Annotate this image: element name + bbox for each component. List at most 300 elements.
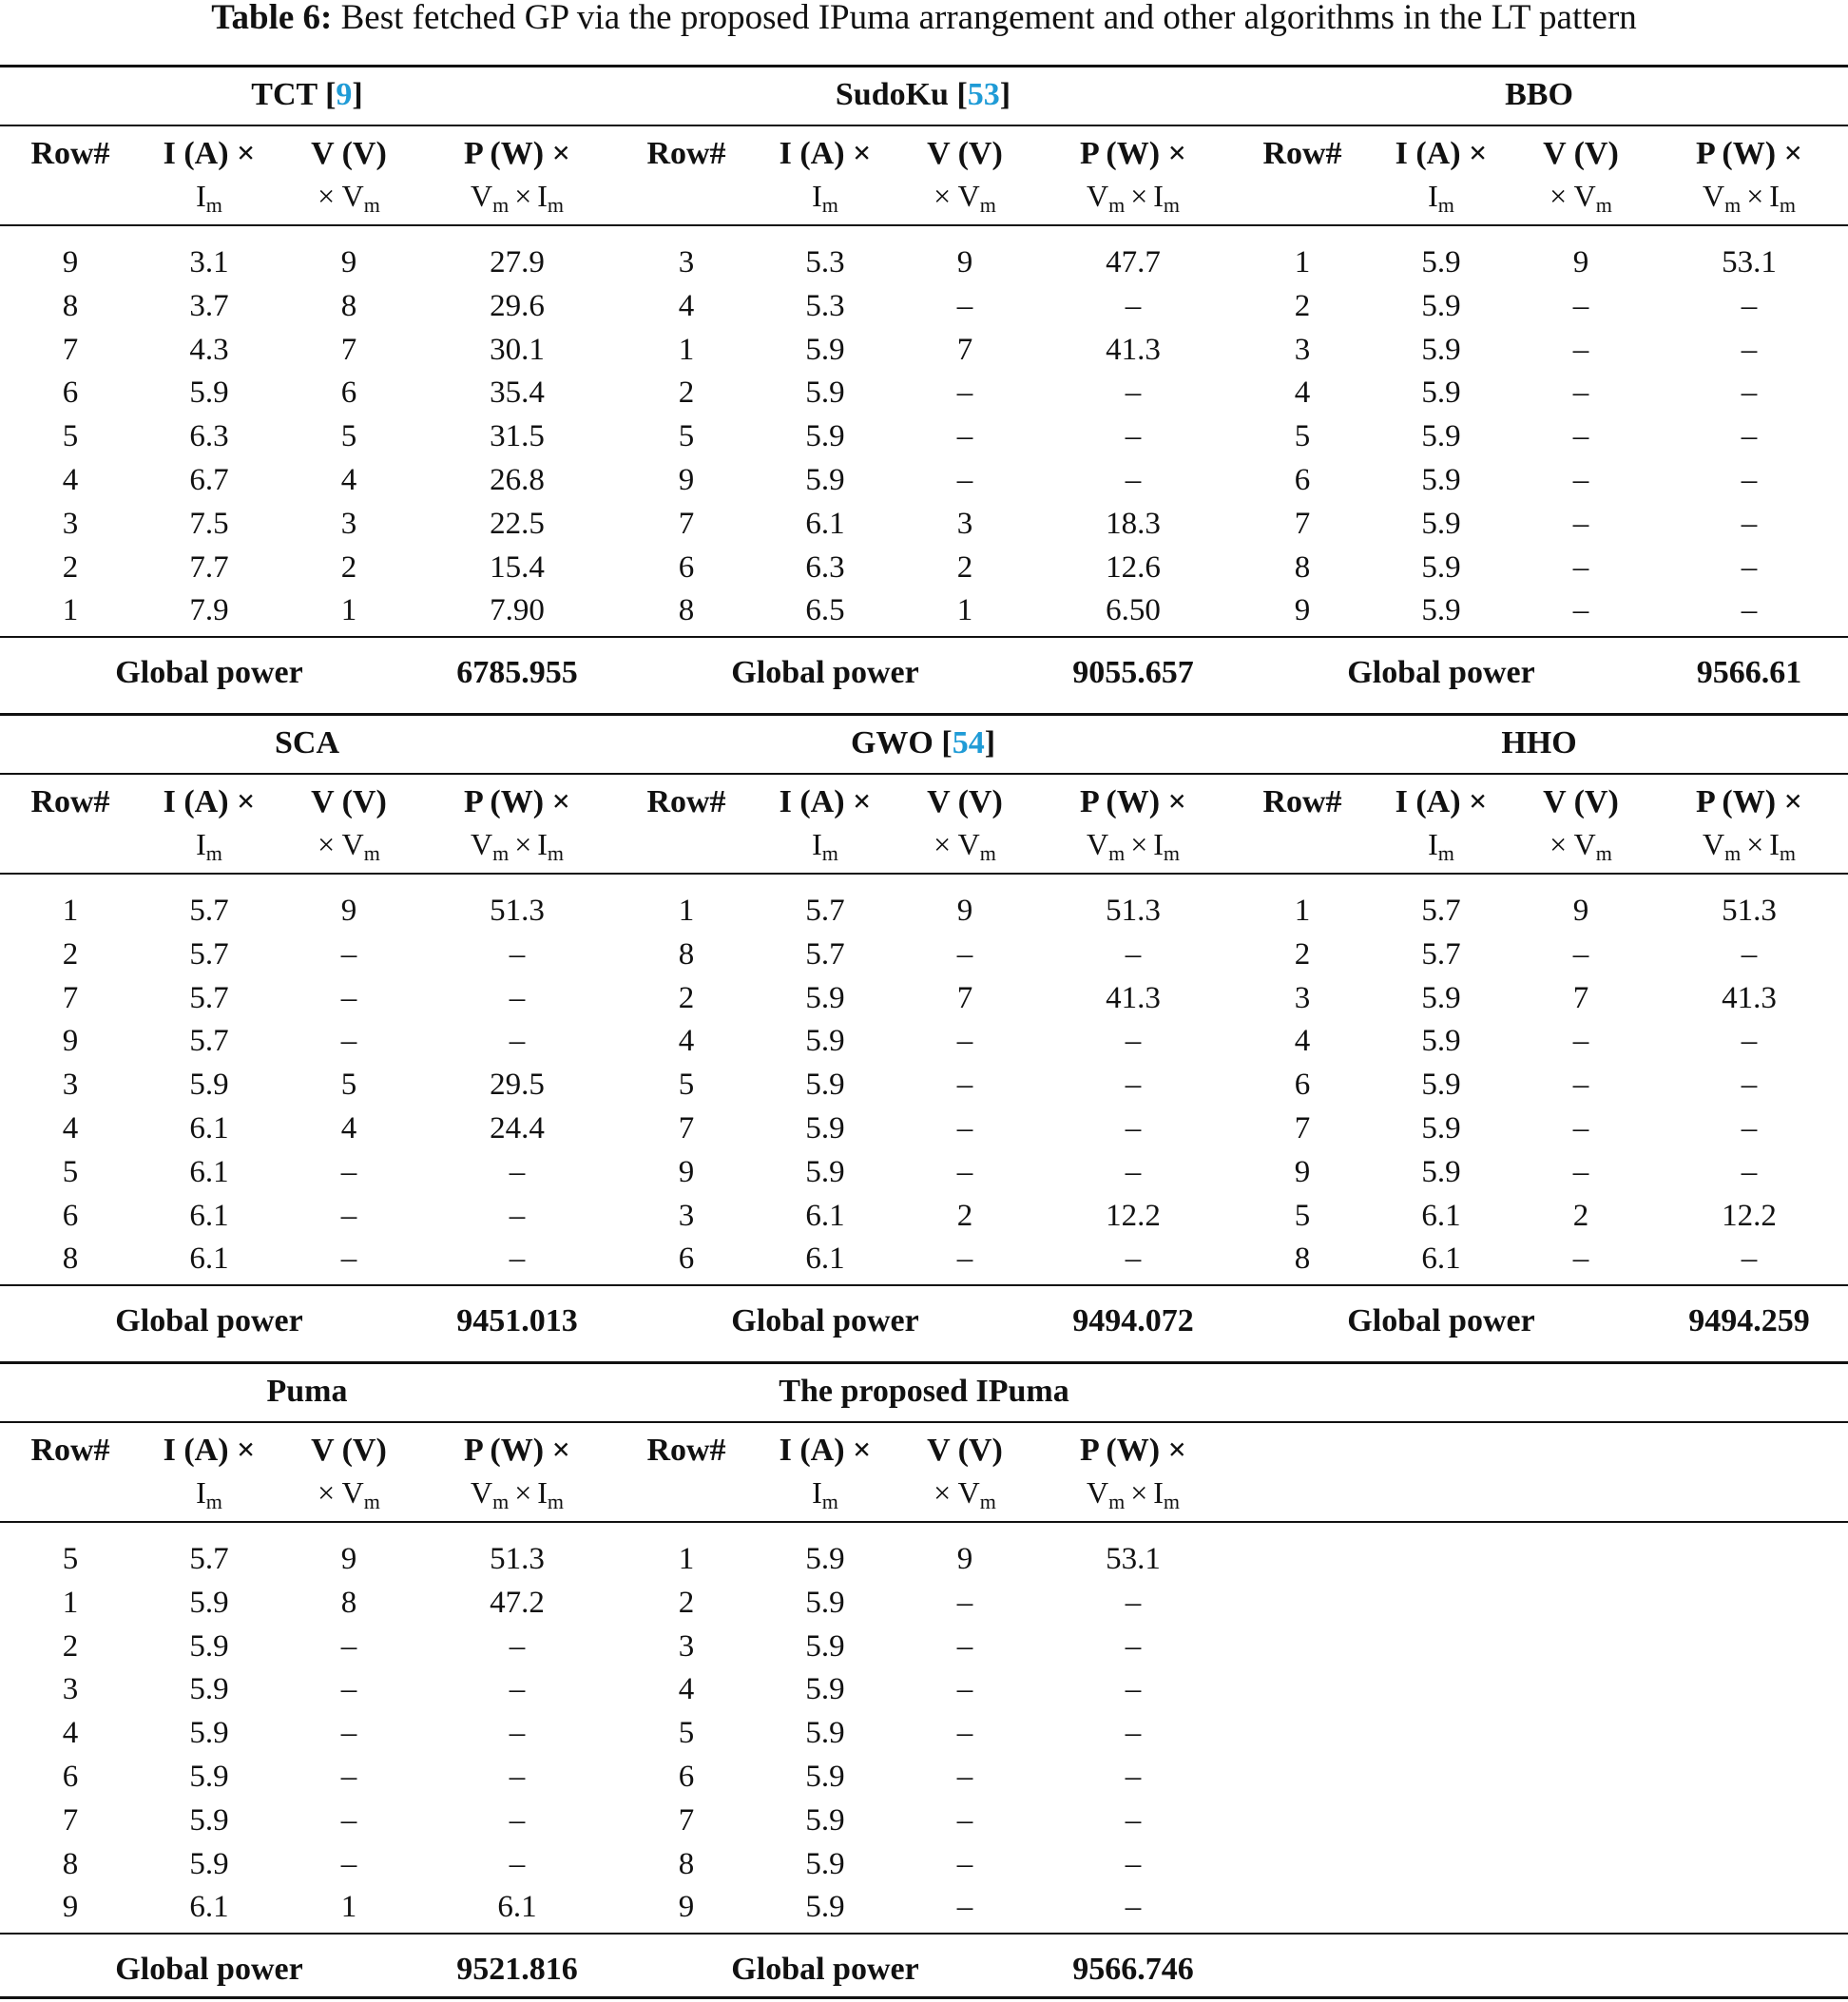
unit-subscript: m	[547, 193, 565, 217]
table-cell: –	[956, 1628, 973, 1664]
table-cell: 18.3	[1106, 506, 1161, 541]
table-cell: 7.7	[189, 549, 229, 585]
table-cell: –	[1741, 419, 1758, 454]
table-cell: –	[956, 1672, 973, 1707]
table-cell: 3	[340, 506, 357, 541]
unit-symbol: × V	[1550, 179, 1596, 213]
times-symbol: ×	[1746, 827, 1764, 861]
table-cell: 7	[678, 1111, 695, 1145]
table-cell: 8	[1294, 549, 1311, 585]
group-title	[616, 1374, 1232, 1410]
unit-subscript: m	[821, 841, 838, 865]
global-power-value: 9521.816	[456, 1952, 578, 1987]
table-cell: –	[1572, 375, 1589, 411]
group-rule	[0, 125, 1848, 126]
group-title	[79, 725, 535, 761]
times-symbol: ×	[514, 179, 532, 213]
header-power-unit	[1654, 179, 1844, 218]
table-cell: 8	[62, 1242, 79, 1277]
table-cell: 7	[62, 980, 79, 1015]
table-cell: 3	[678, 1628, 695, 1664]
unit-symbol: I	[196, 827, 206, 861]
table-cell: 7	[340, 332, 357, 367]
header-voltage-unit	[870, 827, 1060, 866]
table-cell: –	[340, 1716, 357, 1751]
citation-link[interactable]: 54	[952, 725, 985, 760]
table-cell: 5	[62, 1542, 79, 1576]
data-end-rule	[0, 636, 1848, 638]
cite-bracket-open: [	[948, 77, 968, 112]
table-cell: 6	[1294, 1068, 1311, 1103]
header-current: I (A) ×	[163, 784, 256, 819]
cite-bracket-close: ]	[352, 77, 363, 112]
table-cell: 9	[678, 463, 695, 497]
table-cell: 5.9	[1421, 245, 1461, 279]
table-cell: –	[509, 1628, 526, 1664]
unit-subscript: m	[821, 193, 838, 217]
table-cell: 5.9	[805, 419, 845, 454]
table-cell: –	[1741, 1024, 1758, 1059]
table-cell: 3	[678, 1198, 695, 1233]
unit-symbol: × V	[318, 1475, 364, 1510]
table-cell: 6.1	[805, 1198, 845, 1233]
unit-symbol: I	[1153, 827, 1164, 861]
table-cell: –	[956, 1154, 973, 1189]
table-cell: 5.9	[1421, 593, 1461, 628]
table-cell: 5.9	[805, 1111, 845, 1145]
header-rule	[0, 1521, 1848, 1523]
header-power: P (W) ×	[1080, 1433, 1186, 1468]
table-cell: 1	[340, 1890, 357, 1925]
table-cell: 7.5	[189, 506, 229, 541]
table-cell: 9	[62, 1890, 79, 1925]
table-cell: 26.8	[490, 463, 545, 497]
table-cell: 3.1	[189, 245, 229, 279]
unit-symbol: V	[470, 179, 493, 213]
table-cell: 4	[62, 1716, 79, 1751]
table-cell: –	[1125, 1716, 1142, 1751]
table-cell: 5.9	[805, 1672, 845, 1707]
table-cell: 4	[62, 1111, 79, 1145]
table-cell: 5.9	[805, 1068, 845, 1103]
header-power: P (W) ×	[1696, 784, 1802, 819]
table-cell: 7	[956, 332, 973, 367]
table-cell: 4	[678, 1672, 695, 1707]
table-cell: –	[1741, 1068, 1758, 1103]
unit-subscript: m	[492, 841, 510, 865]
header-power-unit	[422, 179, 612, 218]
table-cell: 15.4	[490, 549, 545, 585]
table-cell: –	[1125, 1846, 1142, 1881]
table-cell: –	[1741, 1242, 1758, 1277]
table-cell: 5.9	[805, 463, 845, 497]
table-cell: 6.1	[805, 1242, 845, 1277]
table-cell: 5.9	[805, 1760, 845, 1794]
unit-symbol: I	[1769, 179, 1780, 213]
header-current: I (A) ×	[779, 136, 872, 171]
table-cell: 9	[678, 1154, 695, 1189]
unit-subscript: m	[1163, 1490, 1181, 1513]
table-cell: 3	[1294, 980, 1311, 1015]
table-cell: –	[509, 936, 526, 972]
table-cell: 4.3	[189, 332, 229, 367]
unit-symbol: I	[537, 827, 548, 861]
header-row-number: Row#	[30, 1433, 110, 1468]
unit-subscript: m	[1108, 1490, 1126, 1513]
table-cell: 5.9	[189, 1716, 229, 1751]
table-cell: 7	[1294, 1111, 1311, 1145]
table-cell: 6	[62, 1198, 79, 1233]
header-voltage-unit	[254, 827, 444, 866]
table-cell: –	[1125, 288, 1142, 323]
header-voltage: V (V)	[311, 136, 387, 171]
header-voltage-unit	[870, 1475, 1060, 1514]
unit-subscript: m	[363, 1490, 380, 1513]
table-cell: 41.3	[1722, 980, 1777, 1015]
table-cell: –	[340, 1802, 357, 1838]
table-cell: 30.1	[490, 332, 545, 367]
table-cell: 8	[678, 1846, 695, 1881]
table-cell: 51.3	[490, 1542, 545, 1576]
cite-bracket-open: [	[933, 725, 953, 760]
unit-symbol: V	[1086, 179, 1109, 213]
table-cell: –	[1572, 288, 1589, 323]
header-power: P (W) ×	[464, 1433, 570, 1468]
group-rule	[0, 773, 1848, 775]
table-cell: 5.3	[805, 245, 845, 279]
table-cell: 5	[678, 1716, 695, 1751]
header-voltage-unit	[870, 179, 1060, 218]
unit-symbol: × V	[1550, 827, 1596, 861]
table-cell: 9	[1294, 1154, 1311, 1189]
table-cell: 24.4	[490, 1111, 545, 1145]
top-rule	[0, 1361, 1848, 1364]
table-cell: 1	[1294, 894, 1311, 928]
table-cell: 5	[678, 1068, 695, 1103]
table-cell: 5.7	[805, 894, 845, 928]
table-cell: –	[1741, 288, 1758, 323]
table-cell: 6.3	[189, 419, 229, 454]
table-cell: 5.9	[189, 1802, 229, 1838]
unit-subscript: m	[1724, 193, 1742, 217]
unit-symbol: V	[1086, 827, 1109, 861]
unit-subscript: m	[1163, 193, 1181, 217]
header-voltage: V (V)	[927, 1433, 1003, 1468]
caption-text: Best fetched GP via the proposed IPuma arrangement and other algorithms in the LT pattern	[332, 0, 1637, 37]
table-cell: –	[956, 936, 973, 972]
table-cell: 5.9	[189, 375, 229, 411]
table-cell: 27.9	[490, 245, 545, 279]
unit-symbol: × V	[934, 179, 980, 213]
table-cell: 4	[678, 288, 695, 323]
table-cell: 5.9	[1421, 980, 1461, 1015]
table-cell: 6.3	[805, 549, 845, 585]
table-cell: 6.1	[805, 506, 845, 541]
table-cell: 2	[1294, 936, 1311, 972]
algorithm-name: Puma	[266, 1374, 348, 1409]
table-cell: 6.1	[497, 1890, 537, 1925]
table-cell: 5.7	[1421, 894, 1461, 928]
table-cell: 5.9	[805, 1628, 845, 1664]
table-cell: –	[1741, 936, 1758, 972]
data-end-rule	[0, 1284, 1848, 1286]
table-cell: 1	[62, 1585, 79, 1620]
table-cell: 3	[956, 506, 973, 541]
table-cell: 2	[340, 549, 357, 585]
table-cell: 5.9	[805, 1542, 845, 1576]
unit-subscript: m	[547, 841, 565, 865]
table-cell: –	[509, 1802, 526, 1838]
table-cell: –	[1125, 463, 1142, 497]
header-row-number: Row#	[30, 784, 110, 819]
global-power-value: 9566.61	[1696, 655, 1802, 690]
header-voltage-unit	[1486, 827, 1676, 866]
unit-symbol: I	[196, 1475, 206, 1510]
times-symbol: ×	[514, 1475, 532, 1510]
unit-subscript: m	[1779, 841, 1797, 865]
citation-link[interactable]: 53	[967, 77, 1000, 112]
table-cell: –	[509, 1760, 526, 1794]
table-cell: –	[1125, 1672, 1142, 1707]
table-cell: –	[1572, 1111, 1589, 1145]
caption-label: Table 6:	[211, 0, 333, 37]
table-cell: 5.9	[1421, 1154, 1461, 1189]
table-cell: 3	[678, 245, 695, 279]
data-end-rule	[0, 1933, 1848, 1935]
table-cell: –	[956, 1242, 973, 1277]
table-cell: 6.5	[805, 593, 845, 628]
table-cell: –	[1741, 463, 1758, 497]
table-cell: 5.7	[805, 936, 845, 972]
unit-subscript: m	[1437, 841, 1454, 865]
header-rule	[0, 873, 1848, 875]
table-cell: 7	[1294, 506, 1311, 541]
unit-subscript: m	[1163, 841, 1181, 865]
table-cell: –	[1741, 549, 1758, 585]
unit-subscript: m	[1595, 193, 1612, 217]
unit-subscript: m	[492, 1490, 510, 1513]
cite-bracket-close: ]	[984, 725, 996, 760]
global-power-value: 6785.955	[456, 655, 578, 690]
unit-symbol: I	[1153, 179, 1164, 213]
table-cell: –	[509, 1672, 526, 1707]
table-cell: –	[1125, 1068, 1142, 1103]
unit-subscript: m	[1108, 841, 1126, 865]
table-cell: 5.7	[189, 980, 229, 1015]
table-cell: 7	[956, 980, 973, 1015]
table-cell: 5	[340, 419, 357, 454]
table-cell: 3	[1294, 332, 1311, 367]
unit-symbol: V	[1702, 179, 1725, 213]
table-cell: 5.9	[1421, 419, 1461, 454]
global-power-value: 9566.746	[1072, 1952, 1194, 1987]
table-cell: 12.2	[1722, 1198, 1777, 1233]
header-row-number: Row#	[1262, 136, 1342, 171]
table-cell: 9	[678, 1890, 695, 1925]
table-cell: 9	[340, 894, 357, 928]
unit-subscript: m	[363, 193, 380, 217]
header-row-number: Row#	[30, 136, 110, 171]
table-cell: –	[1572, 506, 1589, 541]
unit-symbol: × V	[934, 827, 980, 861]
unit-subscript: m	[979, 841, 996, 865]
unit-subscript: m	[1437, 193, 1454, 217]
table-cell: 9	[1294, 593, 1311, 628]
table-cell: 2	[678, 375, 695, 411]
table-cell: 1	[956, 593, 973, 628]
group-title	[1311, 77, 1767, 113]
table-cell: 6.1	[189, 1890, 229, 1925]
header-power-unit	[1038, 827, 1228, 866]
unit-subscript: m	[363, 841, 380, 865]
cite-bracket-close: ]	[999, 77, 1011, 112]
table-cell: 5.9	[805, 1154, 845, 1189]
table-cell: 5.9	[189, 1628, 229, 1664]
table-cell: 6.1	[1421, 1198, 1461, 1233]
table-cell: 1	[678, 1542, 695, 1576]
header-power-unit	[1038, 1475, 1228, 1514]
table-cell: 5.9	[1421, 332, 1461, 367]
unit-subscript: m	[821, 1490, 838, 1513]
unit-subscript: m	[205, 841, 222, 865]
table-cell: 53.1	[1106, 1542, 1161, 1576]
table-cell: 5	[62, 419, 79, 454]
table-cell: 2	[1572, 1198, 1589, 1233]
table-cell: –	[1125, 1802, 1142, 1838]
table-cell: –	[1572, 593, 1589, 628]
header-power: P (W) ×	[1080, 136, 1186, 171]
unit-symbol: × V	[318, 827, 364, 861]
table-cell: 41.3	[1106, 332, 1161, 367]
group-rule	[0, 1421, 1848, 1423]
table-cell: 9	[1572, 894, 1589, 928]
table-cell: 1	[678, 332, 695, 367]
table-cell: –	[340, 1198, 357, 1233]
table-cell: 9	[956, 245, 973, 279]
table-cell: 9	[340, 245, 357, 279]
algorithm-name: The proposed IPuma	[779, 1374, 1069, 1409]
table-cell: –	[1741, 506, 1758, 541]
table-cell: 8	[678, 593, 695, 628]
table-cell: 5.9	[805, 1890, 845, 1925]
header-power: P (W) ×	[1696, 136, 1802, 171]
global-power-label: Global power	[1347, 655, 1535, 690]
table-cell: 3.7	[189, 288, 229, 323]
table-cell: 1	[1294, 245, 1311, 279]
times-symbol: ×	[1130, 827, 1148, 861]
table-cell: 5.9	[1421, 288, 1461, 323]
table-cell: 6.1	[189, 1154, 229, 1189]
header-power-unit	[1038, 179, 1228, 218]
table-cell: 2	[62, 936, 79, 972]
unit-symbol: × V	[934, 1475, 980, 1510]
table-cell: 7	[678, 1802, 695, 1838]
header-row-number: Row#	[646, 136, 726, 171]
times-symbol: ×	[1130, 1475, 1148, 1510]
table-cell: –	[956, 1846, 973, 1881]
table-caption	[0, 0, 1848, 36]
table-cell: 6.1	[189, 1242, 229, 1277]
global-power-label: Global power	[731, 1952, 919, 1987]
unit-symbol: I	[196, 179, 206, 213]
table-cell: 53.1	[1722, 245, 1777, 279]
unit-symbol: I	[1428, 179, 1438, 213]
header-current: I (A) ×	[779, 1433, 872, 1468]
table-cell: –	[1125, 1890, 1142, 1925]
algorithm-name: SudoKu	[835, 77, 949, 112]
table-cell: –	[1572, 419, 1589, 454]
table-cell: 4	[340, 463, 357, 497]
group-title	[695, 725, 1151, 761]
table-cell: 1	[340, 593, 357, 628]
global-power-label: Global power	[1347, 1303, 1535, 1338]
table-cell: 2	[1294, 288, 1311, 323]
table-cell: 3	[62, 506, 79, 541]
table-cell: –	[1572, 332, 1589, 367]
table-cell: –	[1741, 593, 1758, 628]
table-cell: 5	[340, 1068, 357, 1103]
table-cell: –	[956, 375, 973, 411]
table-cell: 47.2	[490, 1585, 545, 1620]
table-cell: 29.5	[490, 1068, 545, 1103]
header-power: P (W) ×	[464, 136, 570, 171]
header-row-number: Row#	[646, 1433, 726, 1468]
unit-subscript: m	[979, 193, 996, 217]
table-cell: 9	[1572, 245, 1589, 279]
table-cell: 5.9	[189, 1672, 229, 1707]
table-cell: 2	[678, 980, 695, 1015]
table-cell: –	[1125, 1242, 1142, 1277]
header-row-number: Row#	[646, 784, 726, 819]
table-cell: 6.1	[1421, 1242, 1461, 1277]
table-cell: 4	[340, 1111, 357, 1145]
unit-symbol: I	[537, 1475, 548, 1510]
algorithm-name: GWO	[850, 725, 934, 760]
table-cell: 5	[1294, 1198, 1311, 1233]
table-cell: –	[509, 1024, 526, 1059]
table-cell: 5.9	[805, 332, 845, 367]
table-cell: 5.9	[189, 1846, 229, 1881]
table-cell: 6	[678, 1242, 695, 1277]
algorithm-name: TCT	[251, 77, 318, 112]
table-cell: 9	[62, 245, 79, 279]
unit-subscript: m	[547, 1490, 565, 1513]
global-power-label: Global power	[731, 655, 919, 690]
header-voltage-unit	[1486, 179, 1676, 218]
unit-symbol: V	[470, 827, 493, 861]
table-cell: 2	[956, 1198, 973, 1233]
table-cell: 1	[62, 894, 79, 928]
times-symbol: ×	[1746, 179, 1764, 213]
table-cell: 5.7	[189, 936, 229, 972]
header-current: I (A) ×	[163, 1433, 256, 1468]
group-title	[1311, 725, 1767, 761]
table-cell: 5.9	[1421, 1111, 1461, 1145]
header-voltage: V (V)	[927, 784, 1003, 819]
unit-symbol: V	[470, 1475, 493, 1510]
table-cell: 4	[62, 463, 79, 497]
table-cell: 31.5	[490, 419, 545, 454]
table-cell: 35.4	[490, 375, 545, 411]
table-cell: –	[1741, 375, 1758, 411]
table-cell: –	[956, 1585, 973, 1620]
table-cell: –	[956, 288, 973, 323]
header-power-unit	[422, 827, 612, 866]
citation-link[interactable]: 9	[336, 77, 353, 112]
unit-subscript: m	[1779, 193, 1797, 217]
table-cell: –	[1572, 549, 1589, 585]
table-cell: 2	[678, 1585, 695, 1620]
